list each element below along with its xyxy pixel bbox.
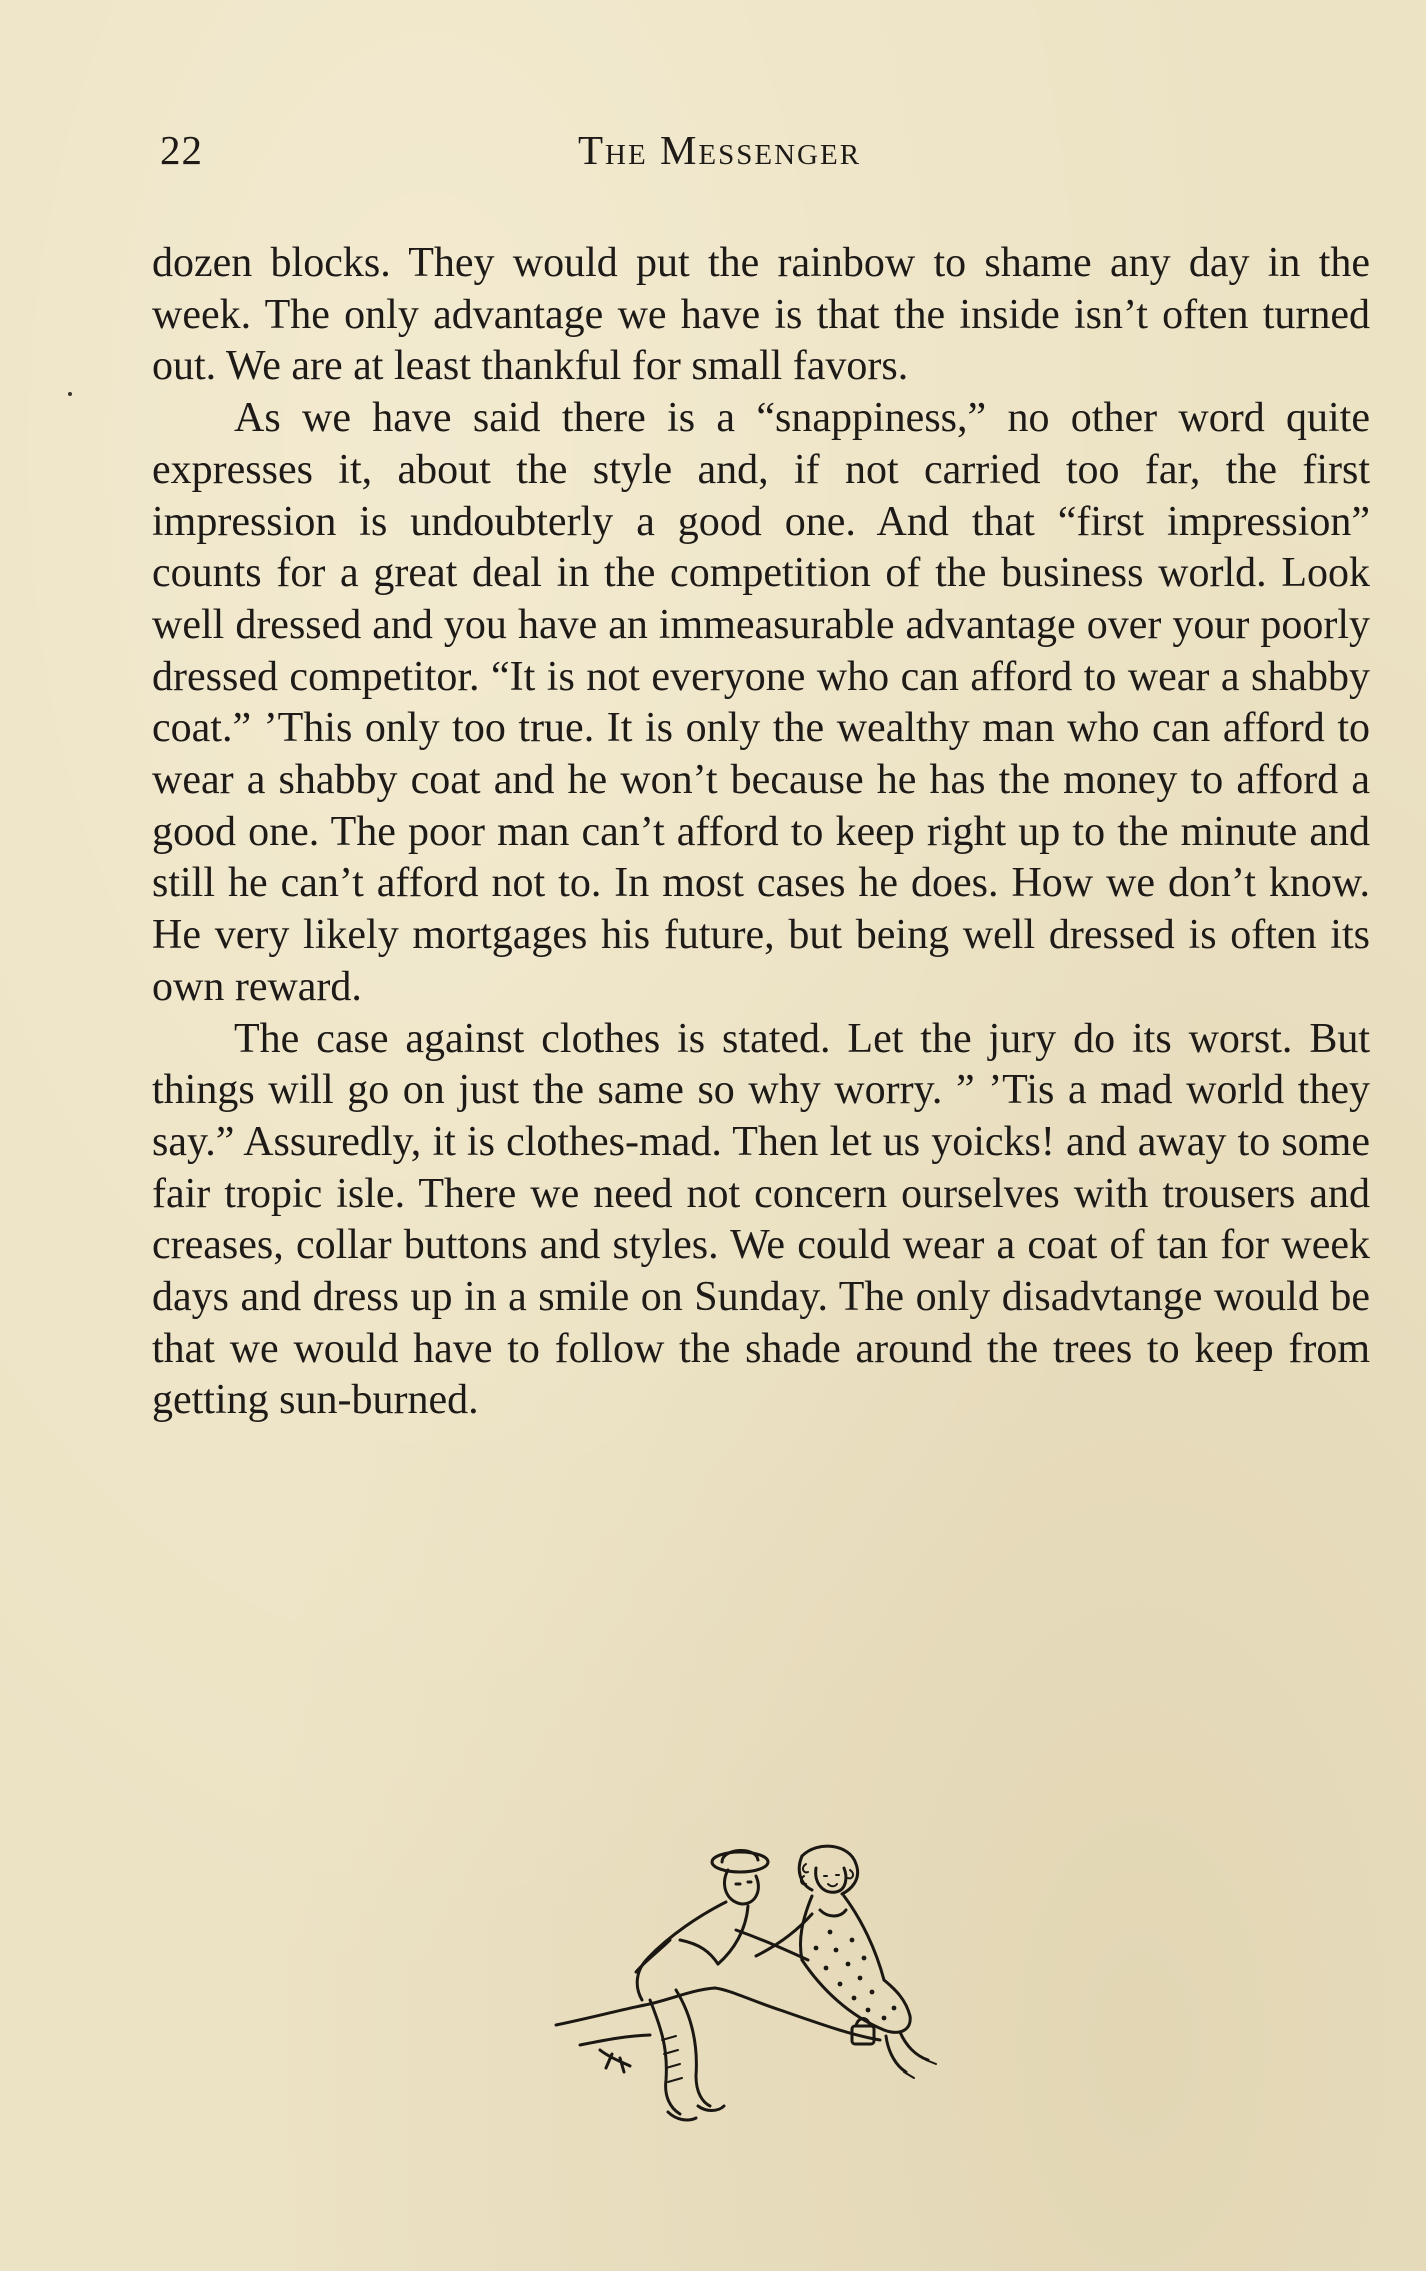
running-head — [160, 126, 1370, 186]
body-text — [152, 238, 1370, 1427]
ink-speck — [68, 392, 72, 396]
running-title: The Messenger — [578, 127, 862, 173]
paragraph-1: dozen blocks. They would put the rainbow to shame any day in the week. The only advantage we have is that the inside isn’t often turned out. We are at least thankful for small favors. — [152, 240, 1370, 390]
page-number: 22 — [160, 127, 203, 173]
couple-on-branch-illustration — [550, 1840, 970, 2140]
paragraph-2: As we have said there is a “snappiness,” no other word quite expresses it, about the style and, if not carried too far, the first impression is undoubterly a good one. And that “first impression” counts for a great deal in the competition of the business world. Look well dressed and you have an immeasurable advantage over your poorly dressed competitor. “It is not everyone who can afford to wear a shabby coat.” ’This only too true. It is only the wealthy man who can afford to wear a shabby coat and he won’t because he has the money to afford a good one. The poor man can’t afford to keep right up to the minute and still he can’t afford not to. In most cases he does. How we don’t know. He very likely mortgages his future, but being well dressed is often its own reward. — [152, 395, 1370, 1010]
paragraph-3: The case against clothes is stated. Let the jury do its worst. But things will go on just the same so why worry. ” ’Tis a mad world they say.” Assuredly, it is clothes-mad. Then let us yoicks! and away to some fair tropic isle. There we need not concern ourselves with trousers and creases, collar buttons and styles. We could wear a coat of tan for week days and dress up in a smile on Sunday. The only disadvtange would be that we would have to follow the shade around the trees to keep from getting sun-burned. — [152, 1015, 1370, 1424]
